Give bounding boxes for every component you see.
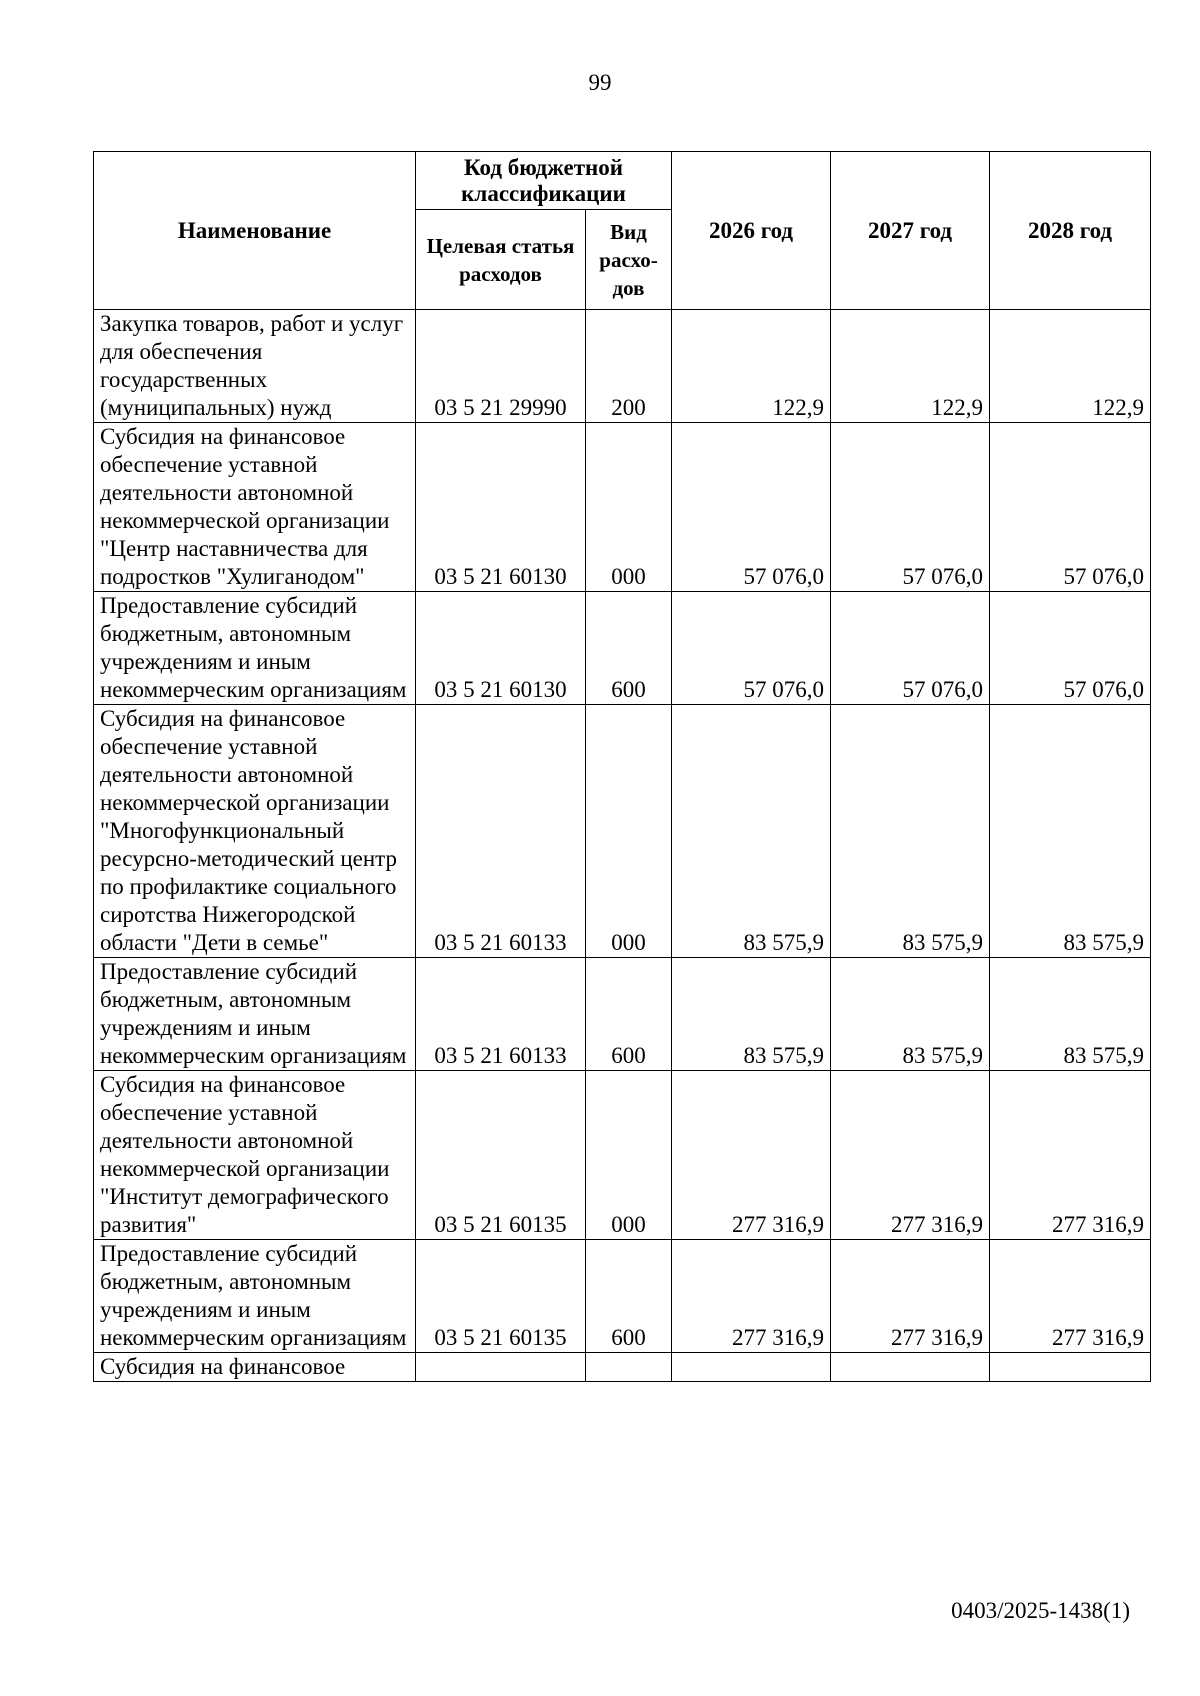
row-expense-kind	[586, 1353, 672, 1382]
row-value-2026: 57 076,0	[672, 592, 831, 705]
table-row	[94, 310, 1151, 423]
row-expense-kind: 000	[586, 1071, 672, 1240]
row-value-2028: 57 076,0	[990, 592, 1151, 705]
row-expense-kind: 600	[586, 592, 672, 705]
row-value-2028: 83 575,9	[990, 958, 1151, 1071]
row-value-2028: 57 076,0	[990, 423, 1151, 592]
row-name: Предоставление субсидий бюджетным, автономным учреждениям и иным некоммерческим организациям	[94, 1240, 416, 1353]
table-row	[94, 705, 1151, 958]
page-number: 99	[588, 70, 612, 95]
header-expense-kind: Вид расхо-дов	[586, 210, 672, 310]
row-name: Предоставление субсидий бюджетным, автономным учреждениям и иным некоммерческим организациям	[94, 958, 416, 1071]
row-target-article: 03 5 21 29990	[416, 310, 586, 423]
row-value-2028: 277 316,9	[990, 1240, 1151, 1353]
row-name: Субсидия на финансовое обеспечение уставной деятельности автономной некоммерческой организации "Институт демографического развития"	[94, 1071, 416, 1240]
row-value-2027: 277 316,9	[831, 1240, 990, 1353]
row-expense-kind: 000	[586, 705, 672, 958]
table-row	[94, 1353, 1151, 1382]
row-value-2028	[990, 1353, 1151, 1382]
row-name: Закупка товаров, работ и услуг для обеспечения государственных (муниципальных) нужд	[94, 310, 416, 423]
row-target-article: 03 5 21 60135	[416, 1240, 586, 1353]
row-value-2027: 83 575,9	[831, 705, 990, 958]
row-expense-kind: 600	[586, 1240, 672, 1353]
header-target-article: Целевая статья расходов	[416, 210, 586, 310]
table-row	[94, 1240, 1151, 1353]
document-number: 0403/2025-1438(1)	[951, 1598, 1130, 1623]
row-value-2026: 83 575,9	[672, 705, 831, 958]
row-value-2026	[672, 1353, 831, 1382]
row-target-article: 03 5 21 60133	[416, 705, 586, 958]
row-expense-kind: 200	[586, 310, 672, 423]
row-value-2026: 277 316,9	[672, 1240, 831, 1353]
row-value-2028: 122,9	[990, 310, 1151, 423]
header-2028: 2028 год	[990, 152, 1151, 310]
row-value-2027: 122,9	[831, 310, 990, 423]
row-value-2027: 57 076,0	[831, 592, 990, 705]
row-value-2027: 57 076,0	[831, 423, 990, 592]
table-row	[94, 423, 1151, 592]
header-code-group: Код бюджетной классификации	[416, 152, 672, 210]
table-row	[94, 1071, 1151, 1240]
row-target-article	[416, 1353, 586, 1382]
row-value-2027: 277 316,9	[831, 1071, 990, 1240]
row-value-2028: 277 316,9	[990, 1071, 1151, 1240]
header-name: Наименование	[94, 152, 416, 310]
row-value-2026: 83 575,9	[672, 958, 831, 1071]
row-name: Субсидия на финансовое	[94, 1353, 416, 1382]
table-row	[94, 958, 1151, 1071]
row-value-2027	[831, 1353, 990, 1382]
table-row	[94, 592, 1151, 705]
row-target-article: 03 5 21 60135	[416, 1071, 586, 1240]
row-name: Субсидия на финансовое обеспечение уставной деятельности автономной некоммерческой организации "Многофункциональный ресурсно-методический центр по профилактике социального сиротства Нижегородской области "Дети в семье"	[94, 705, 416, 958]
header-2027: 2027 год	[831, 152, 990, 310]
row-name: Предоставление субсидий бюджетным, автономным учреждениям и иным некоммерческим организациям	[94, 592, 416, 705]
header-2026: 2026 год	[672, 152, 831, 310]
budget-table	[93, 151, 1151, 1382]
row-name: Субсидия на финансовое обеспечение уставной деятельности автономной некоммерческой организации "Центр наставничества для подростков "Хулиганодом"	[94, 423, 416, 592]
row-value-2026: 122,9	[672, 310, 831, 423]
row-target-article: 03 5 21 60130	[416, 423, 586, 592]
row-value-2027: 83 575,9	[831, 958, 990, 1071]
row-value-2026: 277 316,9	[672, 1071, 831, 1240]
row-expense-kind: 600	[586, 958, 672, 1071]
row-target-article: 03 5 21 60130	[416, 592, 586, 705]
row-expense-kind: 000	[586, 423, 672, 592]
row-target-article: 03 5 21 60133	[416, 958, 586, 1071]
row-value-2028: 83 575,9	[990, 705, 1151, 958]
row-value-2026: 57 076,0	[672, 423, 831, 592]
